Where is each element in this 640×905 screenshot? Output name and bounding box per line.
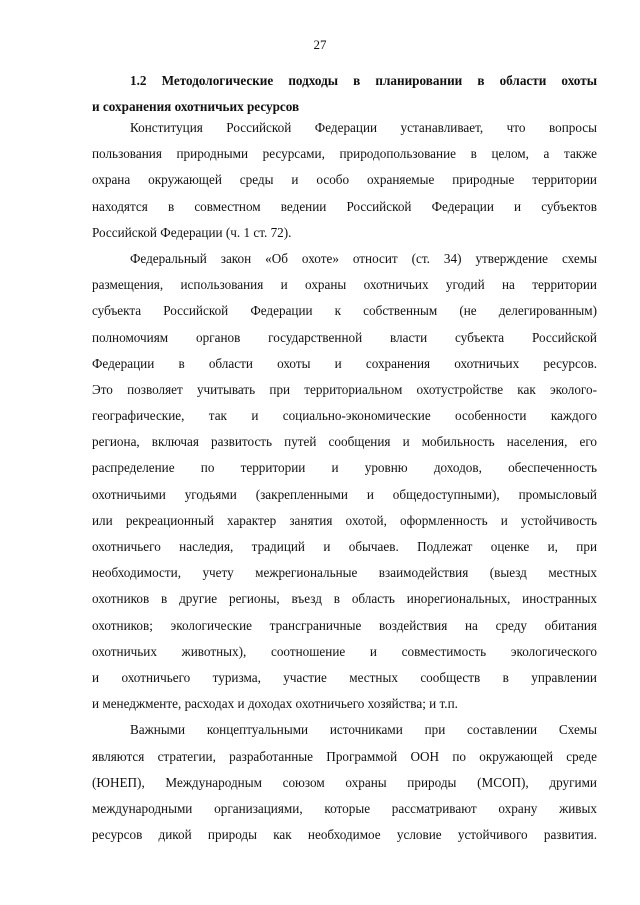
paragraph-line: Конституция Российской Федерации устанавливает, что вопросы xyxy=(130,120,597,135)
paragraph xyxy=(92,115,597,246)
paragraph-line: пользования природными ресурсами, природопользование в целом, а также xyxy=(92,146,597,162)
paragraph-line: субъекта Российской Федерации к собственным (не делегированным) xyxy=(92,303,597,319)
paragraph-line: являются стратегии, разработанные Программой ООН по окружающей среде xyxy=(92,748,597,764)
paragraph-line: охотников; экологические трансграничные воздействия на среду обитания xyxy=(92,617,597,633)
body-text xyxy=(92,115,597,848)
paragraph-line: необходимости, учету межрегиональные взаимодействия (выезд местных xyxy=(92,565,597,581)
paragraph-line: географические, так и социально-экономические особенности каждого xyxy=(92,408,597,424)
paragraph-line: полномочиям органов государственной власти субъекта Российской xyxy=(92,329,597,345)
paragraph-line: находятся в совместном ведении Российской Федерации и субъектов xyxy=(92,198,597,214)
paragraph-line: Российской Федерации (ч. 1 ст. 72). xyxy=(92,224,292,240)
paragraph-line: Это позволяет учитывать при территориальном охотустройстве как эколого- xyxy=(92,381,597,397)
paragraph-line: региона, включая развитость путей сообщения и мобильность населения, его xyxy=(92,434,597,450)
section-heading-line: и сохранения охотничьих ресурсов xyxy=(92,99,300,115)
paragraph-line: (ЮНЕП), Международным союзом охраны природы (МСОП), другими xyxy=(92,774,597,790)
paragraph-line: охотничьими угодьями (закрепленными и общедоступными), промысловый xyxy=(92,486,597,502)
paragraph-line: охотничьего наследия, традиций и обычаев. Подлежат оценке и, при xyxy=(92,539,597,554)
paragraph xyxy=(92,246,597,717)
paragraph-line: Федерации в области охоты и сохранения охотничьих ресурсов. xyxy=(92,355,597,371)
paragraph-line: международными организациями, которые рассматривают охрану живых xyxy=(92,800,597,816)
paragraph-line: ресурсов дикой природы как необходимое условие устойчивого развития. xyxy=(92,827,597,843)
paragraph-line: или рекреационный характер занятия охотой, оформленность и устойчивость xyxy=(92,512,597,528)
section-heading xyxy=(92,68,597,120)
paragraph-line: размещения, использования и охраны охотничьих угодий на территории xyxy=(92,277,597,293)
paragraph-line: охрана окружающей среды и особо охраняемые природные территории xyxy=(92,172,597,188)
paragraph-line: охотников в другие регионы, въезд в область инорегиональных, иностранных xyxy=(92,591,597,607)
paragraph xyxy=(92,717,597,848)
paragraph-line: Федеральный закон «Об охоте» относит (ст. 34) утверждение схемы xyxy=(130,250,597,266)
paragraph-line: и менеджменте, расходах и доходах охотничьего хозяйства; и т.п. xyxy=(92,696,458,712)
paragraph-line: и охотничьего туризма, участие местных сообществ в управлении xyxy=(92,669,597,685)
paragraph-line: охотничьих животных), соотношение и совместимость экологического xyxy=(92,643,597,659)
section-heading-line: 1.2 Методологические подходы в планировании в области охоты xyxy=(130,73,597,88)
paragraph-line: Важными концептуальными источниками при составлении Схемы xyxy=(130,722,597,738)
paragraph-line: распределение по территории и уровню доходов, обеспеченность xyxy=(92,460,597,476)
page-number: 27 xyxy=(313,37,327,52)
